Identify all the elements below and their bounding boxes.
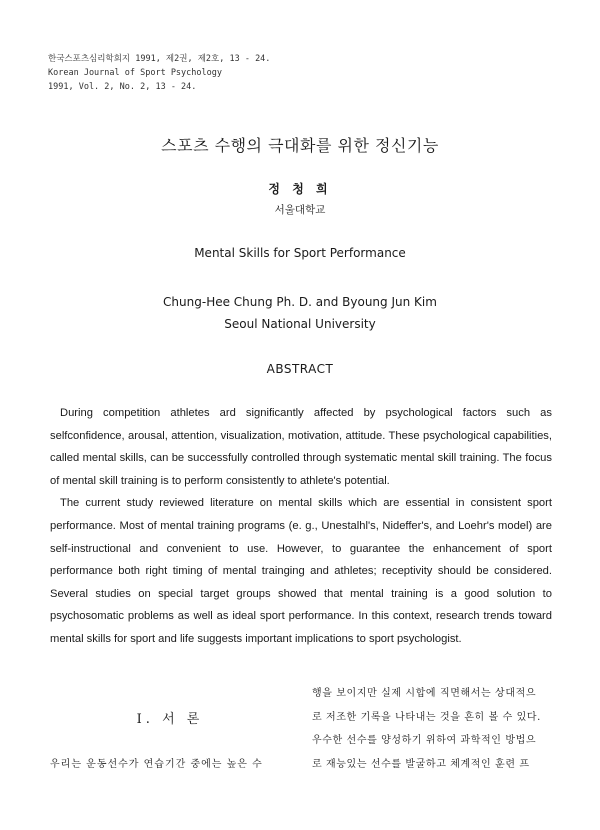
korean-title: 스포츠 수행의 극대화를 위한 정신기능: [161, 136, 439, 155]
abstract-body: [50, 402, 552, 651]
english-title: Mental Skills for Sport Performance: [194, 246, 406, 260]
abstract-paragraph-2: The current study reviewed literature on mental skills which are essential in consistent sport performance. Most of mental training programs (e. g., Unestalhl's, Nideffer's, and Loehr's model) are self-instructional and convenient to use. However, to guarantee the enhancement of sport performance both right timing of mental trainging and athletes; receptivity should be considered. Several studies on special target groups showed that mental training is a good solution to psychosomatic problems as well as ideal sport performance. In this context, research trends toward mental skills for sport and life suggests important implications to sport psychologist.: [50, 497, 552, 645]
body-text-line: 로 저조한 기록을 나타내는 것을 흔히 볼 수 있다.: [312, 711, 541, 723]
korean-author: 정 청 희: [268, 182, 332, 196]
journal-citation-header: [48, 52, 270, 94]
body-text-line: 행을 보이지만 실제 시합에 직면해서는 상대적으: [312, 688, 537, 699]
body-text-line: 우수한 선수를 양성하기 위하여 과학적인 방법으: [312, 735, 537, 746]
left-column: [50, 700, 290, 770]
section-heading-introduction: Ⅰ. 서 론: [136, 712, 204, 727]
english-authors: Chung-Hee Chung Ph. D. and Byoung Jun Kim: [163, 295, 437, 309]
body-text-line: 로 재능있는 선수를 발굴하고 체계적인 훈련 프: [312, 758, 530, 770]
citation-line-korean: 한국스포츠심리학회지 1991, 제2권, 제2호, 13 - 24.: [48, 54, 271, 64]
citation-volume-line: 1991, Vol. 2, No. 2, 13 - 24.: [48, 82, 197, 92]
korean-affiliation: 서울대학교: [274, 204, 326, 216]
abstract-heading: ABSTRACT: [266, 362, 334, 376]
abstract-paragraph-1: During competition athletes ard significantly affected by psychological factors such as selfconfidence, arousal, attention, visualization, motivation, attitude. These psychological capabilities, called mental skills, can be successfully controlled through systematic mental skill training. The focus of mental skill training is to perform consistently to athlete's potential.: [50, 407, 552, 487]
english-affiliation: Seoul National University: [224, 317, 376, 331]
right-column: [312, 682, 556, 776]
citation-journal-name: Korean Journal of Sport Psychology: [48, 68, 222, 78]
body-text-line: 우리는 운동선수가 연습기간 중에는 높은 수: [50, 759, 263, 770]
